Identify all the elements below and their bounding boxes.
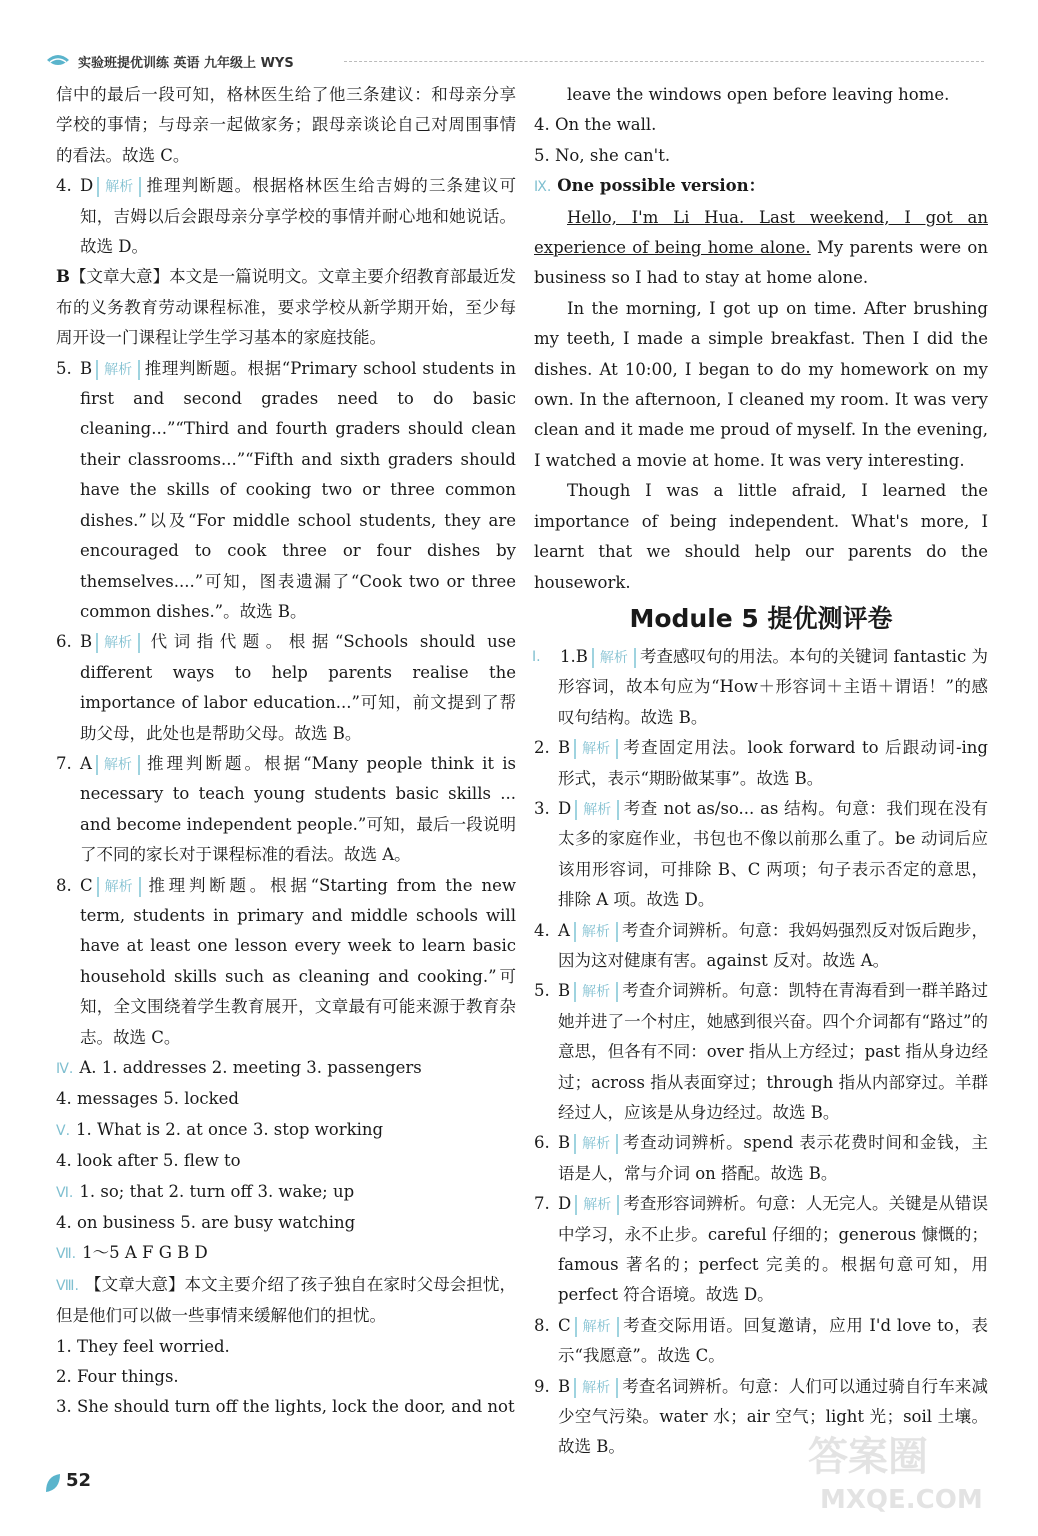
item-explanation: 代词指代题。根据“Schools should use different ways to help parents realise the importance of labor education...”可知，前文提到了帮助父母，此处也是帮助父母。故选 B。 [80,632,516,743]
header-title: 实验班提优训练 英语 九年级上 WYS [78,56,294,71]
analysis-tag: 解析 [592,648,636,668]
short-answer-1: 1. They feel worried. [56,1336,230,1356]
item-answer: D [558,798,572,818]
answer-line: 1～5 A F G B D [82,1243,208,1263]
item-number: 1. [560,646,576,666]
analysis-tag: 解析 [96,360,140,380]
item-explanation: 考查 not as/so... as 结构。句意：我们现在没有太多的家庭作业，书包也不像以前那么重了。be 动词后应该用形容词，可排除 B、C 两项；句子表示否定的意思，排除 A 项。故选 D。 [558,798,988,910]
item-answer: C [558,1315,571,1335]
item-number: 9. [534,1376,550,1396]
answer-item-4 [56,171,516,262]
analysis-tag: 解析 [575,1195,619,1215]
answer-line: 1. What is 2. at once 3. stop working [76,1119,384,1139]
module-title: Module 5 提优测评卷 [629,603,893,633]
section-label: B [56,267,70,287]
item-number: 4. [56,176,72,196]
answer-item-5 [56,354,516,628]
analysis-tag: 解析 [574,982,618,1002]
essay-text: My parents were on business so I had to stay at home alone. [534,238,988,288]
item-answer: B [558,1133,571,1153]
watermark-text-cn: 答案圈 [808,1434,928,1480]
short-answer-5: 5. No, she can't. [534,145,671,165]
section-numeral: Ⅵ. [56,1184,74,1201]
page-header [44,46,994,74]
item-number: 3. [534,798,550,818]
item-explanation: 考查动词辨析。spend 表示花费时间和金钱，主语是人，常与介词 on 搭配。故选 B。 [558,1133,988,1183]
left-column [56,80,516,1423]
section-4-line-1 [56,1053,516,1084]
test-item-7 [534,1189,988,1311]
short-answer-4: 4. On the wall. [534,115,657,135]
item-number: 7. [534,1194,550,1214]
item-answer: B [80,632,93,652]
item-answer: B [558,738,571,758]
summary-text: 【文章大意】本文是一篇说明文。文章主要介绍教育部最近发布的义务教育劳动课程标准，要求学校从新学期开始，至少每周开设一门课程让学生学习基本的家庭技能。 [56,267,516,348]
analysis-tag: 解析 [574,922,618,942]
item-answer: B [558,981,571,1001]
item-explanation: 考查形容词辨析。句意：人无完人。关键是从错误中学习，永不止步。careful 仔细的；generous 慷慨的；famous 著名的；perfect 完美的。根据句意可知，用 perfect 符合语境。故选 D。 [558,1194,988,1305]
answer-line: 1. so; that 2. turn off 3. wake; up [79,1181,355,1201]
item-answer: D [558,1194,572,1214]
short-answer-3: 3. She should turn off the lights, lock the door, and not [56,1397,515,1417]
section-5-line-2: 4. look after 5. flew to [56,1151,241,1171]
item-number: 8. [534,1315,550,1335]
item-answer: C [80,875,93,895]
test-item-1 [534,642,988,733]
analysis-tag: 解析 [574,1378,618,1398]
analysis-tag: 解析 [97,877,141,897]
analysis-tag: 解析 [96,755,140,775]
item-number: 8. [56,875,72,895]
essay-paragraph-1 [534,203,988,294]
section-numeral: Ⅰ. [532,648,541,665]
essay-underlined-intro: Hello, I'm Li Hua. Last weekend, I got an experience of being home alone. [534,207,988,258]
section-b-summary [56,262,516,353]
answer-item-8 [56,871,516,1053]
item-number: 6. [56,632,72,652]
item-number: 2. [534,738,550,758]
section-numeral: Ⅸ. [534,179,552,196]
section-numeral: Ⅴ. [56,1122,71,1139]
item-number: 7. [56,753,72,773]
section-7-line [56,1238,516,1269]
item-explanation: 推理判断题。根据格林医生给吉姆的三条建议可知，吉姆以后会跟母亲分享学校的事情并耐心地和她说话。故选 D。 [80,176,516,257]
item-answer: B [80,358,93,378]
test-item-2 [534,733,988,794]
item-explanation: 考查交际用语。回复邀请，应用 I'd love to，表示“我愿意”。故选 C。 [558,1315,988,1366]
section-8-summary [56,1270,516,1332]
item-explanation: 考查介词辨析。句意：我妈妈强烈反对饭后跑步，因为这对健康有害。against 反对。故选 A。 [558,920,988,970]
item-explanation: 推理判断题。根据“Many people think it is necessary to teach young students basic skills ... and become independent people.”可知，最后一段说明了不同的家长对于课程标准的看法。故选 A。 [80,753,516,865]
analysis-tag: 解析 [575,1317,619,1337]
section-9-heading [534,171,988,202]
item-explanation: 考查介词辨析。句意：凯特在青海看到一群羊路过她并进了一个村庄，她感到很兴奋。四个介词都有“路过”的意思，但各有不同：over 指从上方经过；past 指从身边经过；across 指从表面穿过；through 指从内部穿过。羊群经过人，应该是从身边经过。故选 B。 [558,981,988,1122]
item-number: 5. [534,981,550,1001]
section-6-line-1 [56,1177,516,1208]
section-5-line-1 [56,1115,516,1146]
essay-paragraph-3: Though I was a little afraid, I learned the importance of being independent. What's more, I learnt that we should help our parents do the housework. [534,481,988,592]
page-number-box [44,1468,100,1498]
book-logo-icon [44,46,72,74]
section-4-line-2: 4. messages 5. locked [56,1089,239,1109]
test-item-4 [534,916,988,977]
analysis-tag: 解析 [574,739,618,759]
answer-paragraph: 信中的最后一段可知，格林医生给了他三条建议：和母亲分享学校的事情；与母亲一起做家务；跟母亲谈论自己对周围事情的看法。故选 C。 [56,85,516,165]
item-answer: D [80,176,94,196]
leaf-icon [44,1472,62,1494]
analysis-tag: 解析 [96,633,140,653]
test-item-6 [534,1128,988,1189]
short-answer-3-continued: leave the windows open before leaving home. [567,85,950,104]
header-divider [344,61,984,62]
short-answer-2: 2. Four things. [56,1367,179,1387]
item-explanation: 考查固定用法。look forward to 后跟动词-ing 形式，表示“期盼做某事”。故选 B。 [558,738,988,788]
essay-heading: One possible version： [557,176,766,196]
item-explanation: 考查名词辨析。句意：人们可以通过骑自行车来减少空气污染。water 水；air 空气；light 光；soil 土壤。故选 B。 [558,1376,988,1457]
right-column [534,80,988,1463]
item-explanation: 考查感叹句的用法。本句的关键词 fantastic 为形容词，故本句应为“How＋形容词＋主语＋谓语！”的感叹句结构。故选 B。 [558,646,988,727]
item-number: 4. [534,920,550,940]
section-numeral: Ⅳ. [56,1061,74,1077]
page-number: 52 [66,1470,92,1491]
test-item-8 [534,1311,988,1372]
analysis-tag: 解析 [574,1134,618,1154]
answer-item-7 [56,749,516,871]
item-number: 5. [56,358,72,378]
analysis-tag: 解析 [575,800,619,820]
item-explanation: 推理判断题。根据“Primary school students in first and second grades need to do basic cleaning...”“Third and fourth graders should clean their classrooms...”“Fifth and sixth graders should have the skills of cooking two or three common dishes.”以及“For middle school students, they are encouraged to cook three or four dishes by themselves....”可知，图表遗漏了“Cook two or three common dishes.”。故选 B。 [80,358,516,621]
item-answer: A [80,753,92,773]
watermark-logo [800,1418,1000,1518]
section-6-line-2: 4. on business 5. are busy watching [56,1213,356,1233]
section-numeral: Ⅷ. [56,1277,79,1294]
watermark-text-en: MXQE.COM [820,1485,983,1515]
test-item-3 [534,794,988,916]
item-answer: A [558,920,570,940]
test-item-5 [534,976,988,1128]
answer-item-6 [56,627,516,749]
essay-paragraph-2: In the morning, I got up on time. After brushing my teeth, I made a simple breakfast. Then I did the dishes. At 10:00, I began to do my homework on my own. In the afternoon, I cleaned my room. It was very clean and it made me proud of myself. In the evening, I watched a movie at home. It was very interesting. [534,298,988,470]
analysis-tag: 解析 [97,177,141,197]
item-answer: B [558,1376,571,1396]
section-numeral: Ⅶ. [56,1246,77,1263]
item-number: 6. [534,1133,550,1153]
summary-text: 【文章大意】本文主要介绍了孩子独自在家时父母会担忧，但是他们可以做一些事情来缓解他们的担忧。 [56,1274,516,1326]
answer-line: A. 1. addresses 2. meeting 3. passengers [79,1058,422,1077]
item-answer: B [575,646,588,666]
item-explanation: 推理判断题。根据“Starting from the new term, students in primary and middle schools will have at least one lesson every week to learn basic household skills such as cleaning and cooking.”可知，全文围绕着学生教育展开，文章最有可能来源于教育杂志。故选 C。 [80,875,516,1047]
